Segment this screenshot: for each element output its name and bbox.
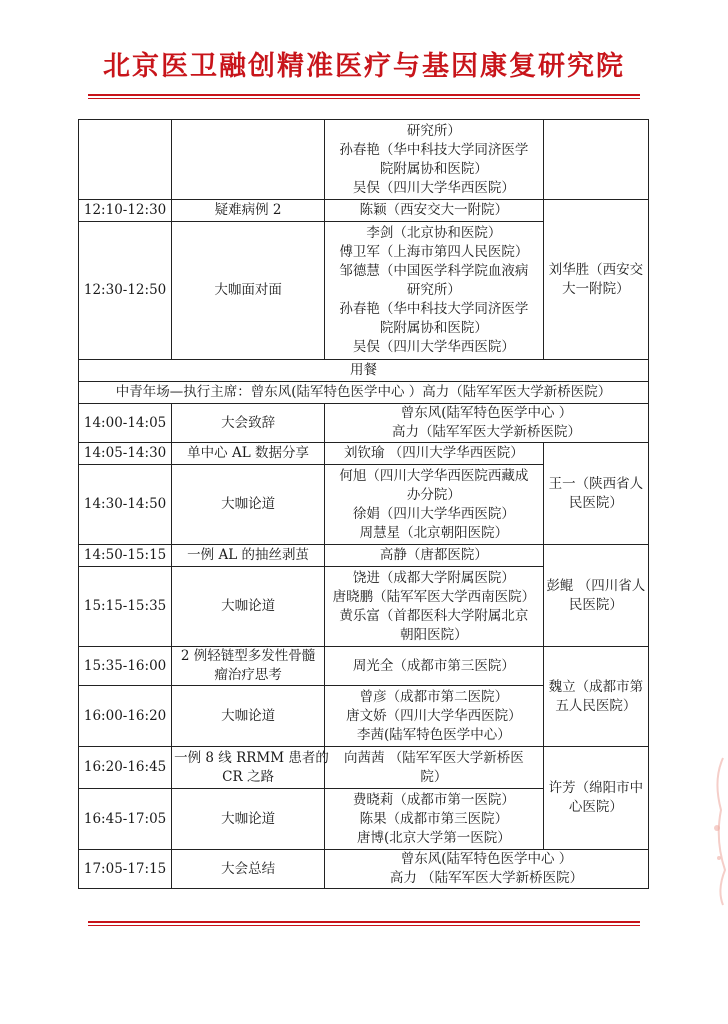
- footer-rule: [88, 921, 640, 923]
- topic-cell: 大咖论道: [172, 465, 325, 545]
- topic-cell: 大咖论道: [172, 789, 325, 850]
- speaker-cell: 研究所） 孙春艳（华中科技大学同济医学 院附属协和医院） 吴俣（四川大学华西医院）: [325, 120, 544, 200]
- red-seal-fragment: [703, 750, 728, 910]
- topic-cell: 大咖论道: [172, 567, 325, 647]
- time-cell: 14:50-15:15: [79, 545, 172, 567]
- table-row: [79, 647, 649, 686]
- time-cell: 16:00-16:20: [79, 686, 172, 747]
- speaker-cell: 李剑（北京协和医院） 傅卫军（上海市第四人民医院） 邹德慧（中国医学科学院血液病 研究所） 孙春艳（华中科技大学同济医学 院附属协和医院） 吴俣（四川大学华西医院）: [325, 222, 544, 360]
- host-cell: 魏立（成都市第 五人民医院）: [543, 647, 648, 747]
- speaker-cell: 费晓莉（成都市第一医院） 陈果（成都市第三医院） 唐博(北京大学第一医院）: [325, 789, 544, 850]
- speaker-cell: 曾东风(陆军特色医学中心 ） 高力（陆军军医大学新桥医院）: [325, 404, 649, 443]
- speaker-cell: 饶进（成都大学附属医院） 唐晓鹏（陆军军医大学西南医院） 黄乐富（首都医科大学附属北京 朝阳医院）: [325, 567, 544, 647]
- table-row: [79, 747, 649, 789]
- table-row: [79, 404, 649, 443]
- table-row: [79, 545, 649, 567]
- speaker-cell: 陈颖（西安交大一附院）: [325, 200, 544, 222]
- host-cell: 彭鲲 （四川省人 民医院）: [543, 545, 648, 647]
- speaker-cell: 何旭（四川大学华西医院西藏成 办分院） 徐娟（四川大学华西医院） 周慧星（北京朝阳医院）: [325, 465, 544, 545]
- header-rule: [88, 94, 640, 96]
- lunch-cell: 用餐: [79, 360, 649, 382]
- seal-stamp-icon: [703, 750, 728, 910]
- topic-cell: 大会总结: [172, 850, 325, 889]
- host-cell: 王一（陕西省人 民医院）: [543, 443, 648, 545]
- speaker-cell: 曾东风(陆军特色医学中心 ） 高力 （陆军军医大学新桥医院）: [325, 850, 649, 889]
- host-cell: [543, 120, 648, 200]
- host-cell: 许芳（绵阳市中 心医院）: [543, 747, 648, 850]
- section-heading: 中青年场—执行主席：曾东风(陆军特色医学中心 ）高力（陆军军医大学新桥医院）: [79, 382, 649, 404]
- time-cell: 15:35-16:00: [79, 647, 172, 686]
- topic-cell: 大咖论道: [172, 686, 325, 747]
- table-row: [79, 200, 649, 222]
- table-row: [79, 360, 649, 382]
- time-cell: 14:00-14:05: [79, 404, 172, 443]
- topic-cell: [172, 120, 325, 200]
- topic-cell: 大会致辞: [172, 404, 325, 443]
- speaker-cell: 向茜茜 （陆军军医大学新桥医 院）: [325, 747, 544, 789]
- host-cell: 刘华胜（西安交 大一附院）: [543, 200, 648, 360]
- time-cell: 17:05-17:15: [79, 850, 172, 889]
- footer-rule-thin: [88, 925, 640, 926]
- time-cell: 16:45-17:05: [79, 789, 172, 850]
- time-cell: 15:15-15:35: [79, 567, 172, 647]
- speaker-cell: 高静（唐都医院）: [325, 545, 544, 567]
- table-row: [79, 443, 649, 465]
- topic-cell: 大咖面对面: [172, 222, 325, 360]
- header-rule-thin: [88, 98, 640, 99]
- topic-cell: 单中心 AL 数据分享: [172, 443, 325, 465]
- topic-cell: 一例 AL 的抽丝剥茧: [172, 545, 325, 567]
- speaker-cell: 刘钦瑜 （四川大学华西医院）: [325, 443, 544, 465]
- table-row: [79, 382, 649, 404]
- time-cell: 16:20-16:45: [79, 747, 172, 789]
- speaker-cell: 曾彦（成都市第二医院） 唐文娇（四川大学华西医院） 李茜(陆军特色医学中心）: [325, 686, 544, 747]
- topic-cell: 2 例轻链型多发性骨髓 瘤治疗思考: [172, 647, 325, 686]
- table-row: [79, 120, 649, 200]
- time-cell: 14:30-14:50: [79, 465, 172, 545]
- time-cell: [79, 120, 172, 200]
- topic-cell: 一例 8 线 RRMM 患者的 CR 之路: [172, 747, 325, 789]
- speaker-cell: 周光全（成都市第三医院）: [325, 647, 544, 686]
- table-row: [79, 850, 649, 889]
- time-cell: 12:10-12:30: [79, 200, 172, 222]
- schedule-table: [78, 119, 649, 889]
- time-cell: 12:30-12:50: [79, 222, 172, 360]
- page-title: 北京医卫融创精准医疗与基因康复研究院: [103, 51, 625, 82]
- topic-cell: 疑难病例 2: [172, 200, 325, 222]
- time-cell: 14:05-14:30: [79, 443, 172, 465]
